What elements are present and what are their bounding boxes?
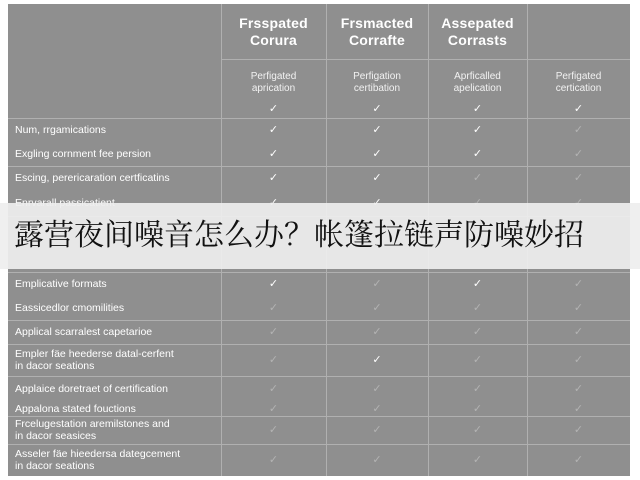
grid-hline xyxy=(8,416,630,417)
row-label-line: in dacor seations xyxy=(15,460,95,472)
grid-hline xyxy=(8,376,630,377)
row-label-line: Exgling cornment fee persion xyxy=(15,148,151,160)
checkmark-icon: ✓ xyxy=(268,383,279,395)
checkmark-icon: ✓ xyxy=(472,403,483,415)
column-subheading: Perfigated certication xyxy=(555,71,602,94)
checkmark-icon: ✓ xyxy=(573,424,584,436)
banner-caption: 露营夜间噪音怎么办？帐篷拉链声防噪妙招 xyxy=(14,218,584,253)
checkmark-icon: ✓ xyxy=(268,148,279,160)
checkmark-icon: ✓ xyxy=(268,424,279,436)
checkmark-icon: ✓ xyxy=(372,278,382,290)
checkmark-icon: ✓ xyxy=(372,302,382,314)
column-heading: Frsspated Corura xyxy=(239,15,308,48)
checkmark-icon: ✓ xyxy=(372,103,382,115)
column-heading: Assepated Corrasts xyxy=(441,15,514,48)
checkmark-icon: ✓ xyxy=(268,326,279,338)
checkmark-icon: ✓ xyxy=(472,354,483,366)
row-label xyxy=(8,302,221,314)
grid-hline xyxy=(8,272,630,273)
column-heading xyxy=(527,4,630,59)
row-label xyxy=(8,403,221,415)
checkmark-icon: ✓ xyxy=(372,403,382,415)
checkmark-icon: ✓ xyxy=(268,454,279,466)
row-label xyxy=(8,326,221,338)
checkmark-icon: ✓ xyxy=(372,326,382,338)
checkmark-icon: ✓ xyxy=(472,302,483,314)
grid-hline xyxy=(8,166,630,167)
checkmark-icon: ✓ xyxy=(372,383,382,395)
checkmark-icon: ✓ xyxy=(268,302,279,314)
checkmark-icon: ✓ xyxy=(372,148,382,160)
column-subheading: Perfigation certibation xyxy=(353,71,401,94)
checkmark-icon: ✓ xyxy=(472,383,483,395)
checkmark-icon: ✓ xyxy=(268,124,279,136)
checkmark-icon: ✓ xyxy=(472,278,483,290)
row-label-line: Applaice doretraet of certification xyxy=(15,383,168,395)
checkmark-icon: ✓ xyxy=(472,424,483,436)
checkmark-icon: ✓ xyxy=(573,354,584,366)
grid-hline xyxy=(221,59,630,60)
grid-hline xyxy=(8,344,630,345)
checkmark-icon: ✓ xyxy=(573,124,584,136)
grid-hline xyxy=(8,118,630,119)
row-label xyxy=(8,124,221,136)
row-label-line: Asseler fäe hieedersa dategcement xyxy=(15,448,181,460)
column-subheading: Aprficalled apelication xyxy=(453,71,502,94)
checkmark-icon: ✓ xyxy=(573,383,584,395)
row-label-line: Emplicative formats xyxy=(15,278,107,290)
row-label xyxy=(8,383,221,395)
column-subheading: Perfigated aprication xyxy=(250,71,297,94)
grid-hline xyxy=(8,444,630,445)
row-label-line: Eassicedlor cmomilities xyxy=(15,302,125,314)
checkmark-icon: ✓ xyxy=(472,148,483,160)
row-label xyxy=(8,418,221,442)
overlay-banner xyxy=(0,203,640,269)
checkmark-icon: ✓ xyxy=(573,172,584,184)
checkmark-icon: ✓ xyxy=(472,103,483,115)
checkmark-icon: ✓ xyxy=(573,403,584,415)
checkmark-icon: ✓ xyxy=(573,278,584,290)
checkmark-icon: ✓ xyxy=(268,278,279,290)
row-label-line: Empler fäe heederse datal-cerfent xyxy=(15,348,174,360)
checkmark-icon: ✓ xyxy=(268,103,279,115)
grid-hline xyxy=(8,320,630,321)
checkmark-icon: ✓ xyxy=(472,124,483,136)
column-heading: Frsmacted Corrafte xyxy=(340,15,414,48)
checkmark-icon: ✓ xyxy=(573,326,584,338)
checkmark-icon: ✓ xyxy=(372,354,382,366)
row-label xyxy=(8,148,221,160)
checkmark-icon: ✓ xyxy=(372,124,382,136)
checkmark-icon: ✓ xyxy=(372,424,382,436)
row-label xyxy=(8,278,221,290)
row-label xyxy=(8,448,221,472)
row-label-line: Appalona stated fouctions xyxy=(15,403,136,415)
checkmark-icon: ✓ xyxy=(372,454,382,466)
checkmark-icon: ✓ xyxy=(472,454,483,466)
checkmark-icon: ✓ xyxy=(573,454,584,466)
checkmark-icon: ✓ xyxy=(573,302,584,314)
checkmark-icon: ✓ xyxy=(268,172,279,184)
checkmark-icon: ✓ xyxy=(472,326,483,338)
row-label-line: in dacor seasices xyxy=(15,430,97,442)
row-label-line: in dacor seations xyxy=(15,360,95,372)
checkmark-icon: ✓ xyxy=(372,172,382,184)
checkmark-icon: ✓ xyxy=(472,172,483,184)
checkmark-icon: ✓ xyxy=(573,148,584,160)
row-label-line: Escing, perericaration certficatins xyxy=(15,172,170,184)
checkmark-icon: ✓ xyxy=(268,403,279,415)
row-label-line: Num, rrgamications xyxy=(15,124,107,136)
row-label xyxy=(8,172,221,184)
row-label xyxy=(8,348,221,372)
row-label-line: Frcelugestation aremilstones and xyxy=(15,418,170,430)
checkmark-icon: ✓ xyxy=(573,103,584,115)
checkmark-icon: ✓ xyxy=(268,354,279,366)
row-label-line: Applical scarralest capetarioe xyxy=(15,326,153,338)
